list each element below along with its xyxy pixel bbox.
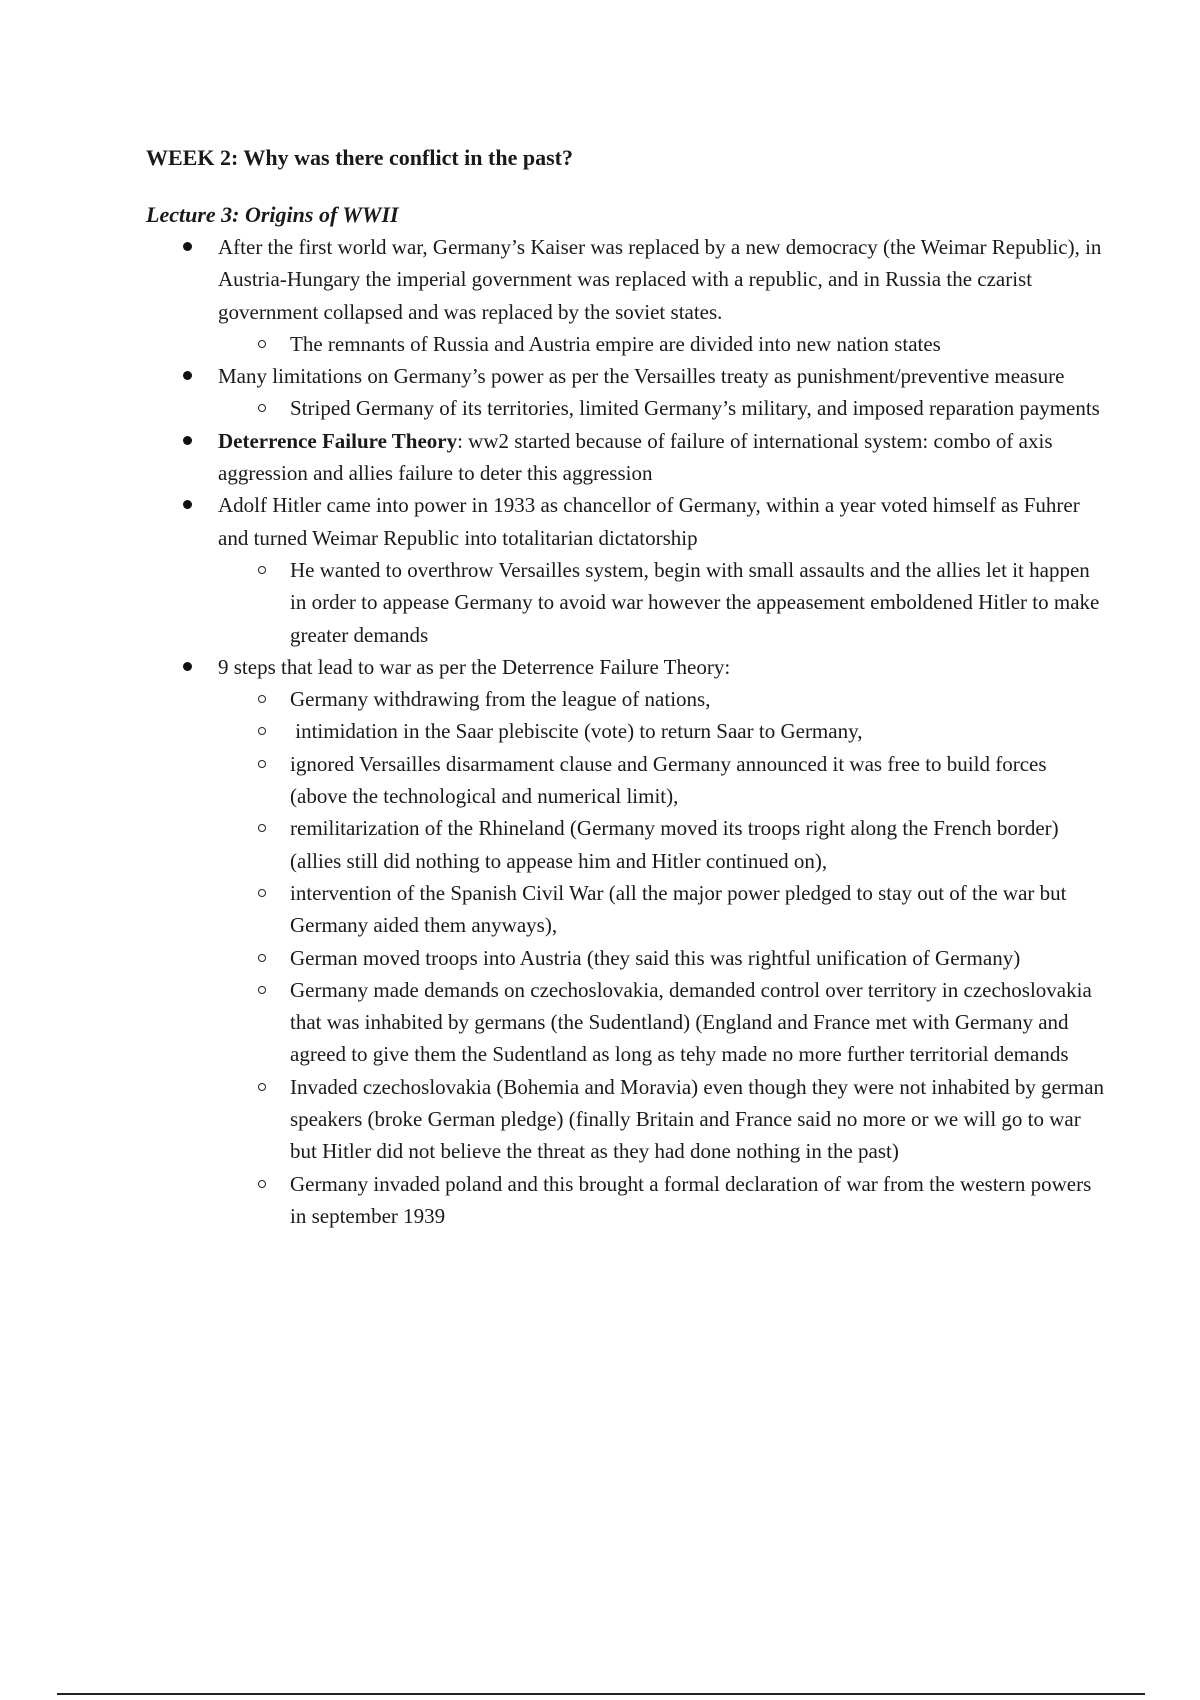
- sub-list-item-text: Striped Germany of its territories, limited Germany’s military, and imposed reparation payments: [290, 396, 1100, 421]
- hollow-bullet-icon: [258, 1083, 266, 1091]
- list-item-text: Adolf Hitler came into power in 1933 as chancellor of Germany, within a year voted himself as Fuhrer and turned Weimar Republic into totalitarian dictatorship: [218, 493, 1080, 550]
- sub-list-item: [218, 974, 1106, 1071]
- sub-list-item: [218, 748, 1106, 813]
- hollow-bullet-icon: [258, 889, 266, 897]
- list-item-text: 9 steps that lead to war as per the Deterrence Failure Theory:: [218, 654, 731, 679]
- lecture-heading: Lecture 3: Origins of WWII: [146, 202, 399, 227]
- sub-list-item: [218, 877, 1106, 942]
- sub-list: [218, 328, 1106, 360]
- sub-list: [218, 392, 1106, 424]
- list-item: [146, 360, 1106, 425]
- bullet-icon: [183, 371, 192, 380]
- list-item-text: : ww2 started because of failure of international system: combo of axis aggression and allies failure to deter this aggression: [218, 428, 1053, 486]
- bullet-icon: [183, 436, 192, 445]
- sub-list-item-text: He wanted to overthrow Versailles system, begin with small assaults and the allies let it happen in order to appease Germany to avoid war however the appeasement emboldened Hitler to make greater demands: [290, 557, 1100, 647]
- sub-list-item-text: The remnants of Russia and Austria empire are divided into new nation states: [290, 331, 941, 356]
- list-item: [146, 651, 1106, 1232]
- bullet-icon: [183, 242, 192, 251]
- sub-list-item: [218, 683, 1106, 715]
- notes-list: [146, 231, 1106, 1232]
- document-page: [146, 142, 1106, 1232]
- hollow-bullet-icon: [258, 986, 266, 994]
- sub-list-item: [218, 1168, 1106, 1233]
- list-item-text: Many limitations on Germany’s power as per the Versailles treaty as punishment/preventive measure: [218, 364, 1065, 389]
- hollow-bullet-icon: [258, 695, 266, 703]
- sub-list-item: [218, 554, 1106, 651]
- list-item: [146, 425, 1106, 490]
- hollow-bullet-icon: [258, 954, 266, 962]
- sub-list-item-text: intimidation in the Saar plebiscite (vote) to return Saar to Germany,: [290, 719, 863, 744]
- bullet-icon: [183, 500, 192, 509]
- sub-list-item-text: Invaded czechoslovakia (Bohemia and Moravia) even though they were not inhabited by german speakers (broke German pledge) (finally Britain and France said no more or we will go to war but Hitler did not believe the threat as they had done nothing in the past): [290, 1074, 1105, 1164]
- footer-rule: [57, 1693, 1145, 1695]
- sub-list-item: [218, 812, 1106, 877]
- list-item-text: After the first world war, Germany’s Kaiser was replaced by a new democracy (the Weimar Republic), in Austria-Hungary the imperial government was replaced with a republic, and in Russia the czarist government collapsed and was replaced by the soviet states.: [218, 235, 1102, 324]
- sub-list-item-text: Germany made demands on czechoslovakia, demanded control over territory in czechoslovakia that was inhabited by germans (the Sudentland) (England and France met with Germany and agreed to give them the Sudentland as long as tehy made no more further territorial demands: [290, 977, 1092, 1067]
- sub-list-item-text: ignored Versailles disarmament clause and Germany announced it was free to build forces (above the technological and numerical limit),: [290, 751, 1047, 809]
- list-item: [146, 489, 1106, 650]
- sub-list-item-text: German moved troops into Austria (they said this was rightful unification of Germany): [290, 945, 1021, 970]
- sub-list-item: [218, 715, 1106, 747]
- sub-list-item-text: remilitarization of the Rhineland (Germany moved its troops right along the French border) (allies still did nothing to appease him and Hitler continued on),: [290, 816, 1059, 873]
- sub-list-item-text: intervention of the Spanish Civil War (all the major power pledged to stay out of the war but Germany aided them anyways),: [290, 880, 1067, 938]
- hollow-bullet-icon: [258, 566, 266, 574]
- sub-list-item-text: Germany withdrawing from the league of nations,: [290, 687, 711, 712]
- theory-term: Deterrence Failure Theory: [218, 428, 458, 453]
- sub-list-item: [218, 942, 1106, 974]
- hollow-bullet-icon: [258, 340, 266, 348]
- list-item: [146, 231, 1106, 360]
- sub-list-item: [218, 328, 1106, 360]
- bullet-icon: [183, 662, 192, 671]
- hollow-bullet-icon: [258, 1180, 266, 1188]
- steps-sub-list: [218, 683, 1106, 1232]
- hollow-bullet-icon: [258, 727, 266, 735]
- hollow-bullet-icon: [258, 404, 266, 412]
- week-heading: WEEK 2: Why was there conflict in the past?: [146, 145, 573, 170]
- hollow-bullet-icon: [258, 760, 266, 768]
- sub-list-item: [218, 392, 1106, 424]
- sub-list-item-text: Germany invaded poland and this brought a formal declaration of war from the western powers in september 1939: [290, 1171, 1092, 1228]
- sub-list-item: [218, 1071, 1106, 1168]
- sub-list: [218, 554, 1106, 651]
- hollow-bullet-icon: [258, 824, 266, 832]
